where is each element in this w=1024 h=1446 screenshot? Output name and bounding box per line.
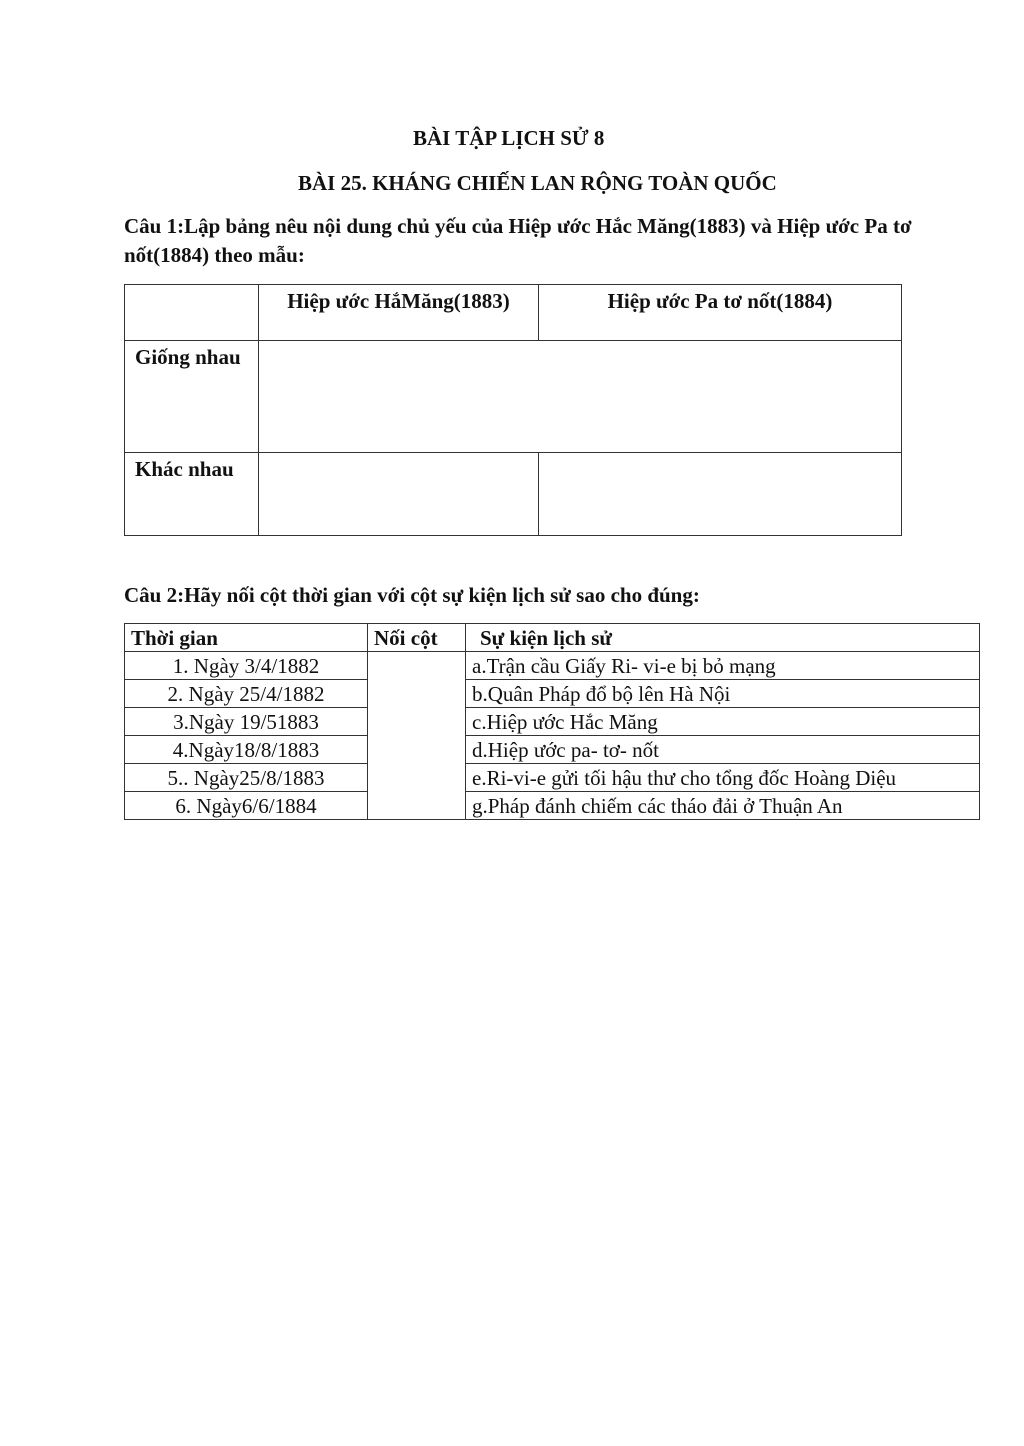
comparison-row-differences <box>125 453 902 536</box>
connect-column-cell[interactable] <box>368 652 466 820</box>
event-cell: d.Hiệp ước pa- tơ- nốt <box>466 736 980 764</box>
table-row <box>125 736 980 764</box>
page-title: BÀI TẬP LỊCH SỬ 8 <box>413 126 605 150</box>
comparison-row-similarities <box>125 341 902 453</box>
event-cell: b.Quân Pháp đổ bộ lên Hà Nội <box>466 680 980 708</box>
event-cell: c.Hiệp ước Hắc Măng <box>466 708 980 736</box>
comparison-header-pa-to-not: Hiệp ước Pa tơ nốt(1884) <box>539 285 902 341</box>
time-cell: 4.Ngày18/8/1883 <box>125 736 368 764</box>
event-cell: e.Ri-vi-e gửi tối hậu thư cho tổng đốc Hoàng Diệu <box>466 764 980 792</box>
event-cell: a.Trận cầu Giấy Ri- vi-e bị bỏ mạng <box>466 652 980 680</box>
comparison-header-hac-mang: Hiệp ước HắMăng(1883) <box>259 285 539 341</box>
comparison-header-row <box>125 285 902 341</box>
header-connect: Nối cột <box>368 624 466 652</box>
time-cell: 2. Ngày 25/4/1882 <box>125 680 368 708</box>
table-row <box>125 764 980 792</box>
question-2-text: Câu 2:Hãy nối cột thời gian với cột sự kiện lịch sử sao cho đúng: <box>124 583 700 607</box>
time-cell: 1. Ngày 3/4/1882 <box>125 652 368 680</box>
comparison-header-blank <box>125 285 259 341</box>
table-row <box>125 680 980 708</box>
table-row <box>125 792 980 820</box>
time-cell: 6. Ngày6/6/1884 <box>125 792 368 820</box>
row-label-differences: Khác nhau <box>125 453 259 536</box>
header-event: Sự kiện lịch sử <box>466 624 980 652</box>
comparison-table <box>124 284 902 536</box>
lesson-title: BÀI 25. KHÁNG CHIẾN LAN RỘNG TOÀN QUỐC <box>298 171 777 195</box>
time-cell: 5.. Ngày25/8/1883 <box>125 764 368 792</box>
differences-pa-to-not-cell[interactable] <box>539 453 902 536</box>
differences-hac-mang-cell[interactable] <box>259 453 539 536</box>
header-time: Thời gian <box>125 624 368 652</box>
matching-table <box>124 623 980 820</box>
table-row <box>125 708 980 736</box>
table-row <box>125 652 980 680</box>
matching-header-row <box>125 624 980 652</box>
similarities-answer-cell[interactable] <box>259 341 902 453</box>
event-cell: g.Pháp đánh chiếm các tháo đải ở Thuận An <box>466 792 980 820</box>
question-1-text: Câu 1:Lập bảng nêu nội dung chủ yếu của Hiệp ước Hắc Măng(1883) và Hiệp ước Pa tơ nốt(1884) theo mẫu: <box>124 214 912 267</box>
time-cell: 3.Ngày 19/51883 <box>125 708 368 736</box>
row-label-similarities: Giống nhau <box>125 341 259 453</box>
